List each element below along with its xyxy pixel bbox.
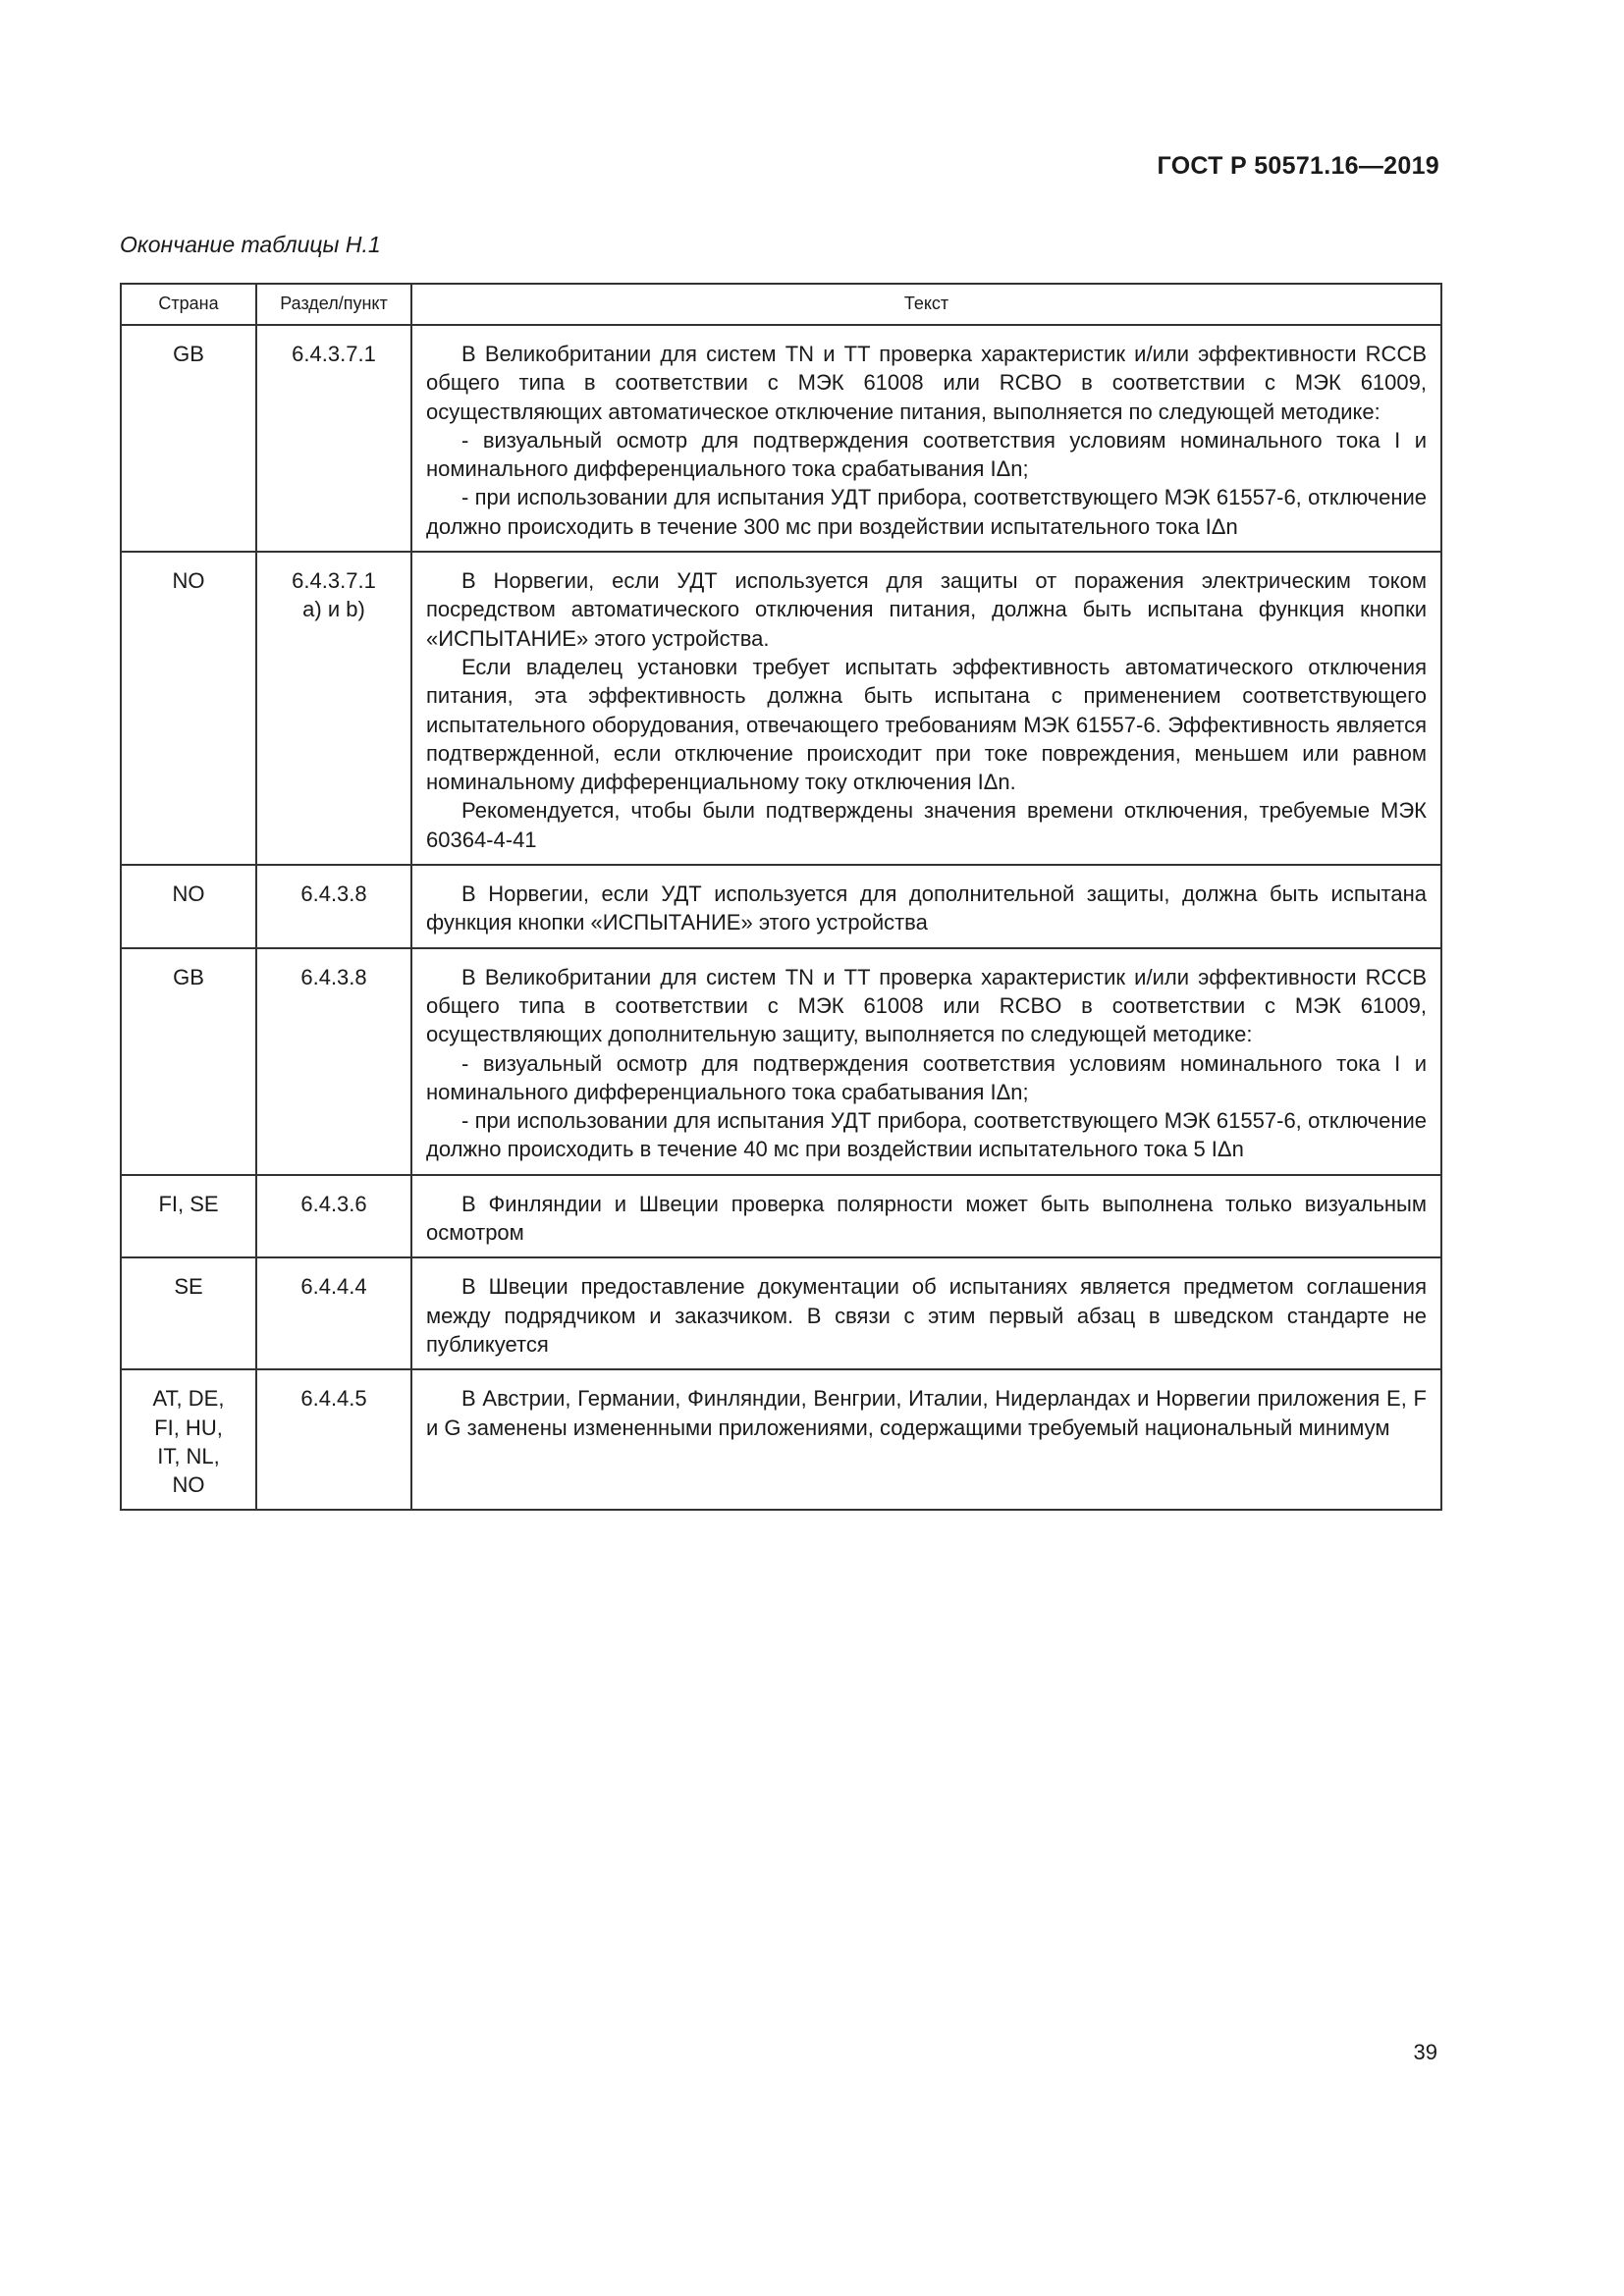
table-caption: Окончание таблицы Н.1	[120, 232, 381, 257]
section-number: 6.4.3.6	[300, 1191, 367, 1216]
section-number: 6.4.3.7.1	[292, 342, 376, 366]
section-number: 6.4.3.7.1	[292, 568, 376, 594]
country-code: AT, DE,	[152, 1386, 225, 1412]
text-cell	[411, 1369, 1441, 1510]
table-header-row	[121, 284, 1441, 325]
text-paragraph: В Финляндии и Швеции проверка полярности может быть выполнена только визуальным осмотром	[426, 1191, 1427, 1246]
section-cell	[256, 1175, 411, 1258]
text-cell	[411, 1257, 1441, 1369]
text-cell	[411, 1175, 1441, 1258]
section-subitems: a) и b)	[302, 597, 365, 622]
text-cell	[411, 325, 1441, 552]
country-code: GB	[173, 964, 204, 989]
table-row	[121, 552, 1441, 865]
section-number: 6.4.3.8	[300, 964, 367, 989]
text-paragraph: - при использовании для испытания УДТ прибора, соответствующего МЭК 61557-6, отключение должно происходить в течение 300 мс при воздействии испытательного тока IΔn	[426, 485, 1427, 539]
country-cell	[121, 1175, 256, 1258]
text-paragraph: Если владелец установки требует испытать эффективность автоматического отключения питания, эта эффективность должна быть испытана с применением соответствующего испытательного оборудования, отвечающего требованиям МЭК 61557-6. Эффективность является подтвержденной, если отключение происходит при токе повреждения, меньшем или равном номинальному дифференциальному току отключения IΔn.	[426, 654, 1427, 795]
text-paragraph: - визуальный осмотр для подтверждения соответствия условиям номинального тока I и номинального дифференциального тока срабатывания IΔn;	[426, 1050, 1427, 1104]
country-code: FI, SE	[158, 1191, 219, 1216]
section-cell	[256, 865, 411, 948]
text-paragraph: - при использовании для испытания УДТ прибора, соответствующего МЭК 61557-6, отключение должно происходить в течение 40 мс при воздействии испытательного тока 5 IΔn	[426, 1108, 1427, 1162]
text-paragraph: В Норвегии, если УДТ используется для дополнительной защиты, должна быть испытана функция кнопки «ИСПЫТАНИЕ» этого устройства	[426, 881, 1427, 935]
country-cell	[121, 865, 256, 948]
national-deviations-table	[120, 283, 1442, 1511]
country-code: GB	[173, 342, 204, 366]
section-number: 6.4.3.8	[300, 881, 367, 907]
country-cell	[121, 1369, 256, 1510]
table-row	[121, 325, 1441, 552]
text-paragraph: Рекомендуется, чтобы были подтверждены значения времени отключения, требуемые МЭК 60364-4-41	[426, 798, 1427, 852]
section-cell	[256, 552, 411, 865]
country-code: SE	[174, 1274, 203, 1300]
column-header-text: Текст	[411, 284, 1441, 325]
country-code: NO	[172, 881, 205, 907]
country-code: NO	[172, 568, 205, 594]
section-cell	[256, 1257, 411, 1369]
country-cell	[121, 325, 256, 552]
text-cell	[411, 948, 1441, 1175]
text-paragraph: В Норвегии, если УДТ используется для защиты от поражения электрическим током посредством автоматического отключения питания, должна быть испытана функция кнопки «ИСПЫТАНИЕ» этого устройства.	[426, 568, 1427, 651]
country-cell	[121, 948, 256, 1175]
table-row	[121, 948, 1441, 1175]
text-cell	[411, 865, 1441, 948]
text-paragraph: - визуальный осмотр для подтверждения соответствия условиям номинального тока I и номинального дифференциального тока срабатывания IΔn;	[426, 427, 1427, 482]
column-header-country: Страна	[121, 284, 256, 325]
country-cell	[121, 552, 256, 865]
column-header-section: Раздел/пункт	[256, 284, 411, 325]
text-paragraph: В Швеции предоставление документации об испытаниях является предметом соглашения между подрядчиком и заказчиком. В связи с этим первый абзац в шведском стандарте не публикуется	[426, 1274, 1427, 1357]
section-number: 6.4.4.4	[300, 1274, 367, 1300]
section-number: 6.4.4.5	[300, 1386, 367, 1412]
country-cell	[121, 1257, 256, 1369]
document-id: ГОСТ Р 50571.16—2019	[1157, 152, 1439, 180]
section-cell	[256, 948, 411, 1175]
page-number: 39	[1413, 2040, 1437, 2064]
text-paragraph: В Великобритании для систем TN и TT проверка характеристик и/или эффективности RCCB общего типа в соответствии с МЭК 61008 или RCBO в соответствии с МЭК 61009, осуществляющих автоматическое отключение питания, выполняется по следующей методике:	[426, 342, 1428, 424]
section-cell	[256, 325, 411, 552]
table-row	[121, 1175, 1441, 1258]
section-cell	[256, 1369, 411, 1510]
table-row	[121, 865, 1441, 948]
country-code: FI, HU,	[154, 1415, 223, 1440]
country-code: IT, NL,	[157, 1443, 220, 1468]
country-code: NO	[172, 1472, 205, 1498]
table-row	[121, 1257, 1441, 1369]
text-cell	[411, 552, 1441, 865]
text-paragraph: В Великобритании для систем TN и TT проверка характеристик и/или эффективности RCCB общего типа в соответствии с МЭК 61008 или RCBO в соответствии с МЭК 61009, осуществляющих дополнительную защиту, выполняется по следующей методике:	[426, 964, 1428, 1047]
table-row	[121, 1369, 1441, 1510]
text-paragraph: В Австрии, Германии, Финляндии, Венгрии, Италии, Нидерландах и Норвегии приложения E, F и G заменены измененными приложениями, содержащими требуемый национальный минимум	[426, 1386, 1427, 1440]
